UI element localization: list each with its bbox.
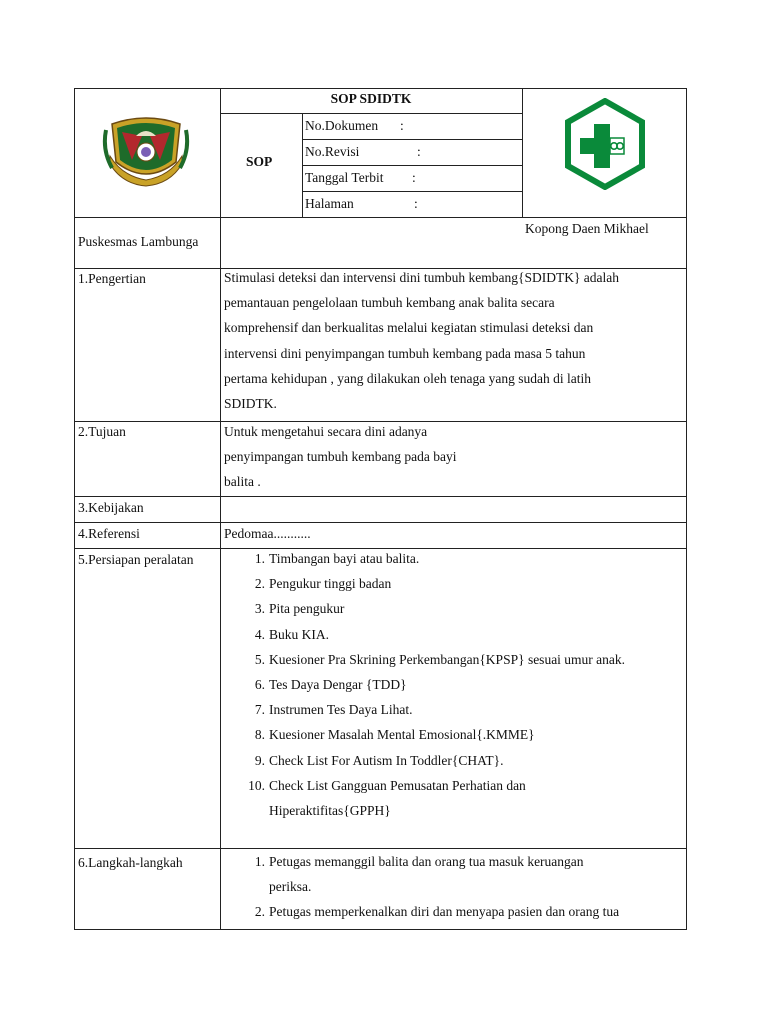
field-row-border-3	[302, 191, 522, 192]
section-text-referensi: Pedomaa...........	[224, 526, 311, 541]
field-no-dokumen-sep: :	[400, 118, 404, 133]
section-label-kebijakan: 3.Kebijakan	[78, 500, 144, 515]
paragraph-line: Untuk mengetahui secara dini adanya	[224, 424, 428, 439]
title-row-border	[220, 113, 522, 114]
list-item: 6. Tes Daya Dengar {TDD}	[254, 677, 407, 693]
table-border-top	[74, 88, 687, 89]
field-tanggal-terbit-label: Tanggal Terbit	[305, 170, 384, 185]
row-border-kebijakan	[74, 522, 687, 523]
paragraph-line: Stimulasi deteksi dan intervensi dini tumbuh kembang{SDIDTK} adalah	[224, 270, 620, 285]
list-item: 10. Check List Gangguan Pemusatan Perhatian dan Hiperaktifitas{GPPH}	[248, 777, 526, 819]
paragraph-line: komprehensif dan berkualitas melalui kegiatan stimulasi deteksi dan	[224, 320, 594, 336]
paragraph-line: pemantauan pengelolaan tumbuh kembang anak balita secara	[224, 295, 555, 311]
column-separator-right	[522, 88, 523, 217]
table-border-right	[686, 88, 687, 930]
row-border-tujuan	[74, 496, 687, 497]
list-item: 7. Instrumen Tes Daya Lihat.	[254, 702, 413, 718]
institution-name: Puskesmas Lambunga	[78, 234, 199, 249]
section-label-langkah: 6.Langkah-langkah	[78, 855, 183, 870]
list-item: 3. Pita pengukur	[254, 601, 345, 617]
section-label-tujuan: 2.Tujuan	[78, 424, 126, 439]
field-no-revisi-label: No.Revisi	[305, 144, 360, 159]
list-item: 4. Buku KIA.	[254, 626, 329, 642]
field-no-revisi-sep: :	[417, 144, 421, 159]
steps-list	[247, 849, 619, 925]
paragraph-line: intervensi dini penyimpangan tumbuh kembang pada masa 5 tahun	[224, 345, 586, 361]
puskesmas-logo	[564, 98, 646, 190]
document-title: SOP SDIDTK	[330, 91, 412, 106]
section-label-pengertian: 1.Pengertian	[78, 271, 146, 286]
list-item: 1. Petugas memanggil balita dan orang tua masuk keruangan periksa.	[254, 854, 584, 895]
sop-label: SOP	[246, 154, 273, 169]
paragraph-line: pertama kehidupan , yang dilakukan oleh tenaga yang sudah di latih	[224, 370, 592, 386]
section-label-referensi: 4.Referensi	[78, 526, 140, 541]
list-item: 1. Timbangan bayi atau balita.	[254, 551, 420, 566]
field-row-border-2	[302, 165, 522, 166]
paragraph-line: balita .	[224, 474, 261, 490]
section-text-pengertian	[224, 265, 619, 416]
list-item: 2. Petugas memperkenalkan diri dan menyapa pasien dan orang tua	[254, 904, 620, 920]
list-item: 9. Check List For Autism In Toddler{CHAT}.	[254, 752, 504, 768]
list-item: 8. Kuesioner Masalah Mental Emosional{.KMME}	[254, 727, 535, 743]
header-bottom-border	[74, 217, 687, 218]
field-halaman-label: Halaman	[305, 196, 354, 211]
sop-document-table	[74, 88, 687, 930]
paragraph-line: penyimpangan tumbuh kembang pada bayi	[224, 449, 457, 465]
list-item: 5. Kuesioner Pra Skrining Perkembangan{KPSP} sesuai umur anak.	[254, 651, 626, 667]
field-tanggal-terbit-sep: :	[412, 170, 416, 185]
section-label-persiapan: 5.Persiapan peralatan	[78, 552, 194, 567]
paragraph-line: SDIDTK.	[224, 396, 277, 412]
column-separator-left	[220, 88, 221, 930]
field-row-border-1	[302, 139, 522, 140]
field-halaman-sep: :	[414, 196, 418, 211]
equipment-list	[247, 546, 625, 823]
table-border-left	[74, 88, 75, 930]
table-border-bottom	[74, 929, 687, 930]
signatory-name: Kopong Daen Mikhael	[525, 221, 649, 236]
section-text-tujuan	[224, 419, 456, 495]
field-no-dokumen-label: No.Dokumen	[305, 118, 379, 133]
list-item: 2. Pengukur tinggi badan	[254, 576, 392, 592]
regency-crest-logo	[102, 110, 190, 188]
